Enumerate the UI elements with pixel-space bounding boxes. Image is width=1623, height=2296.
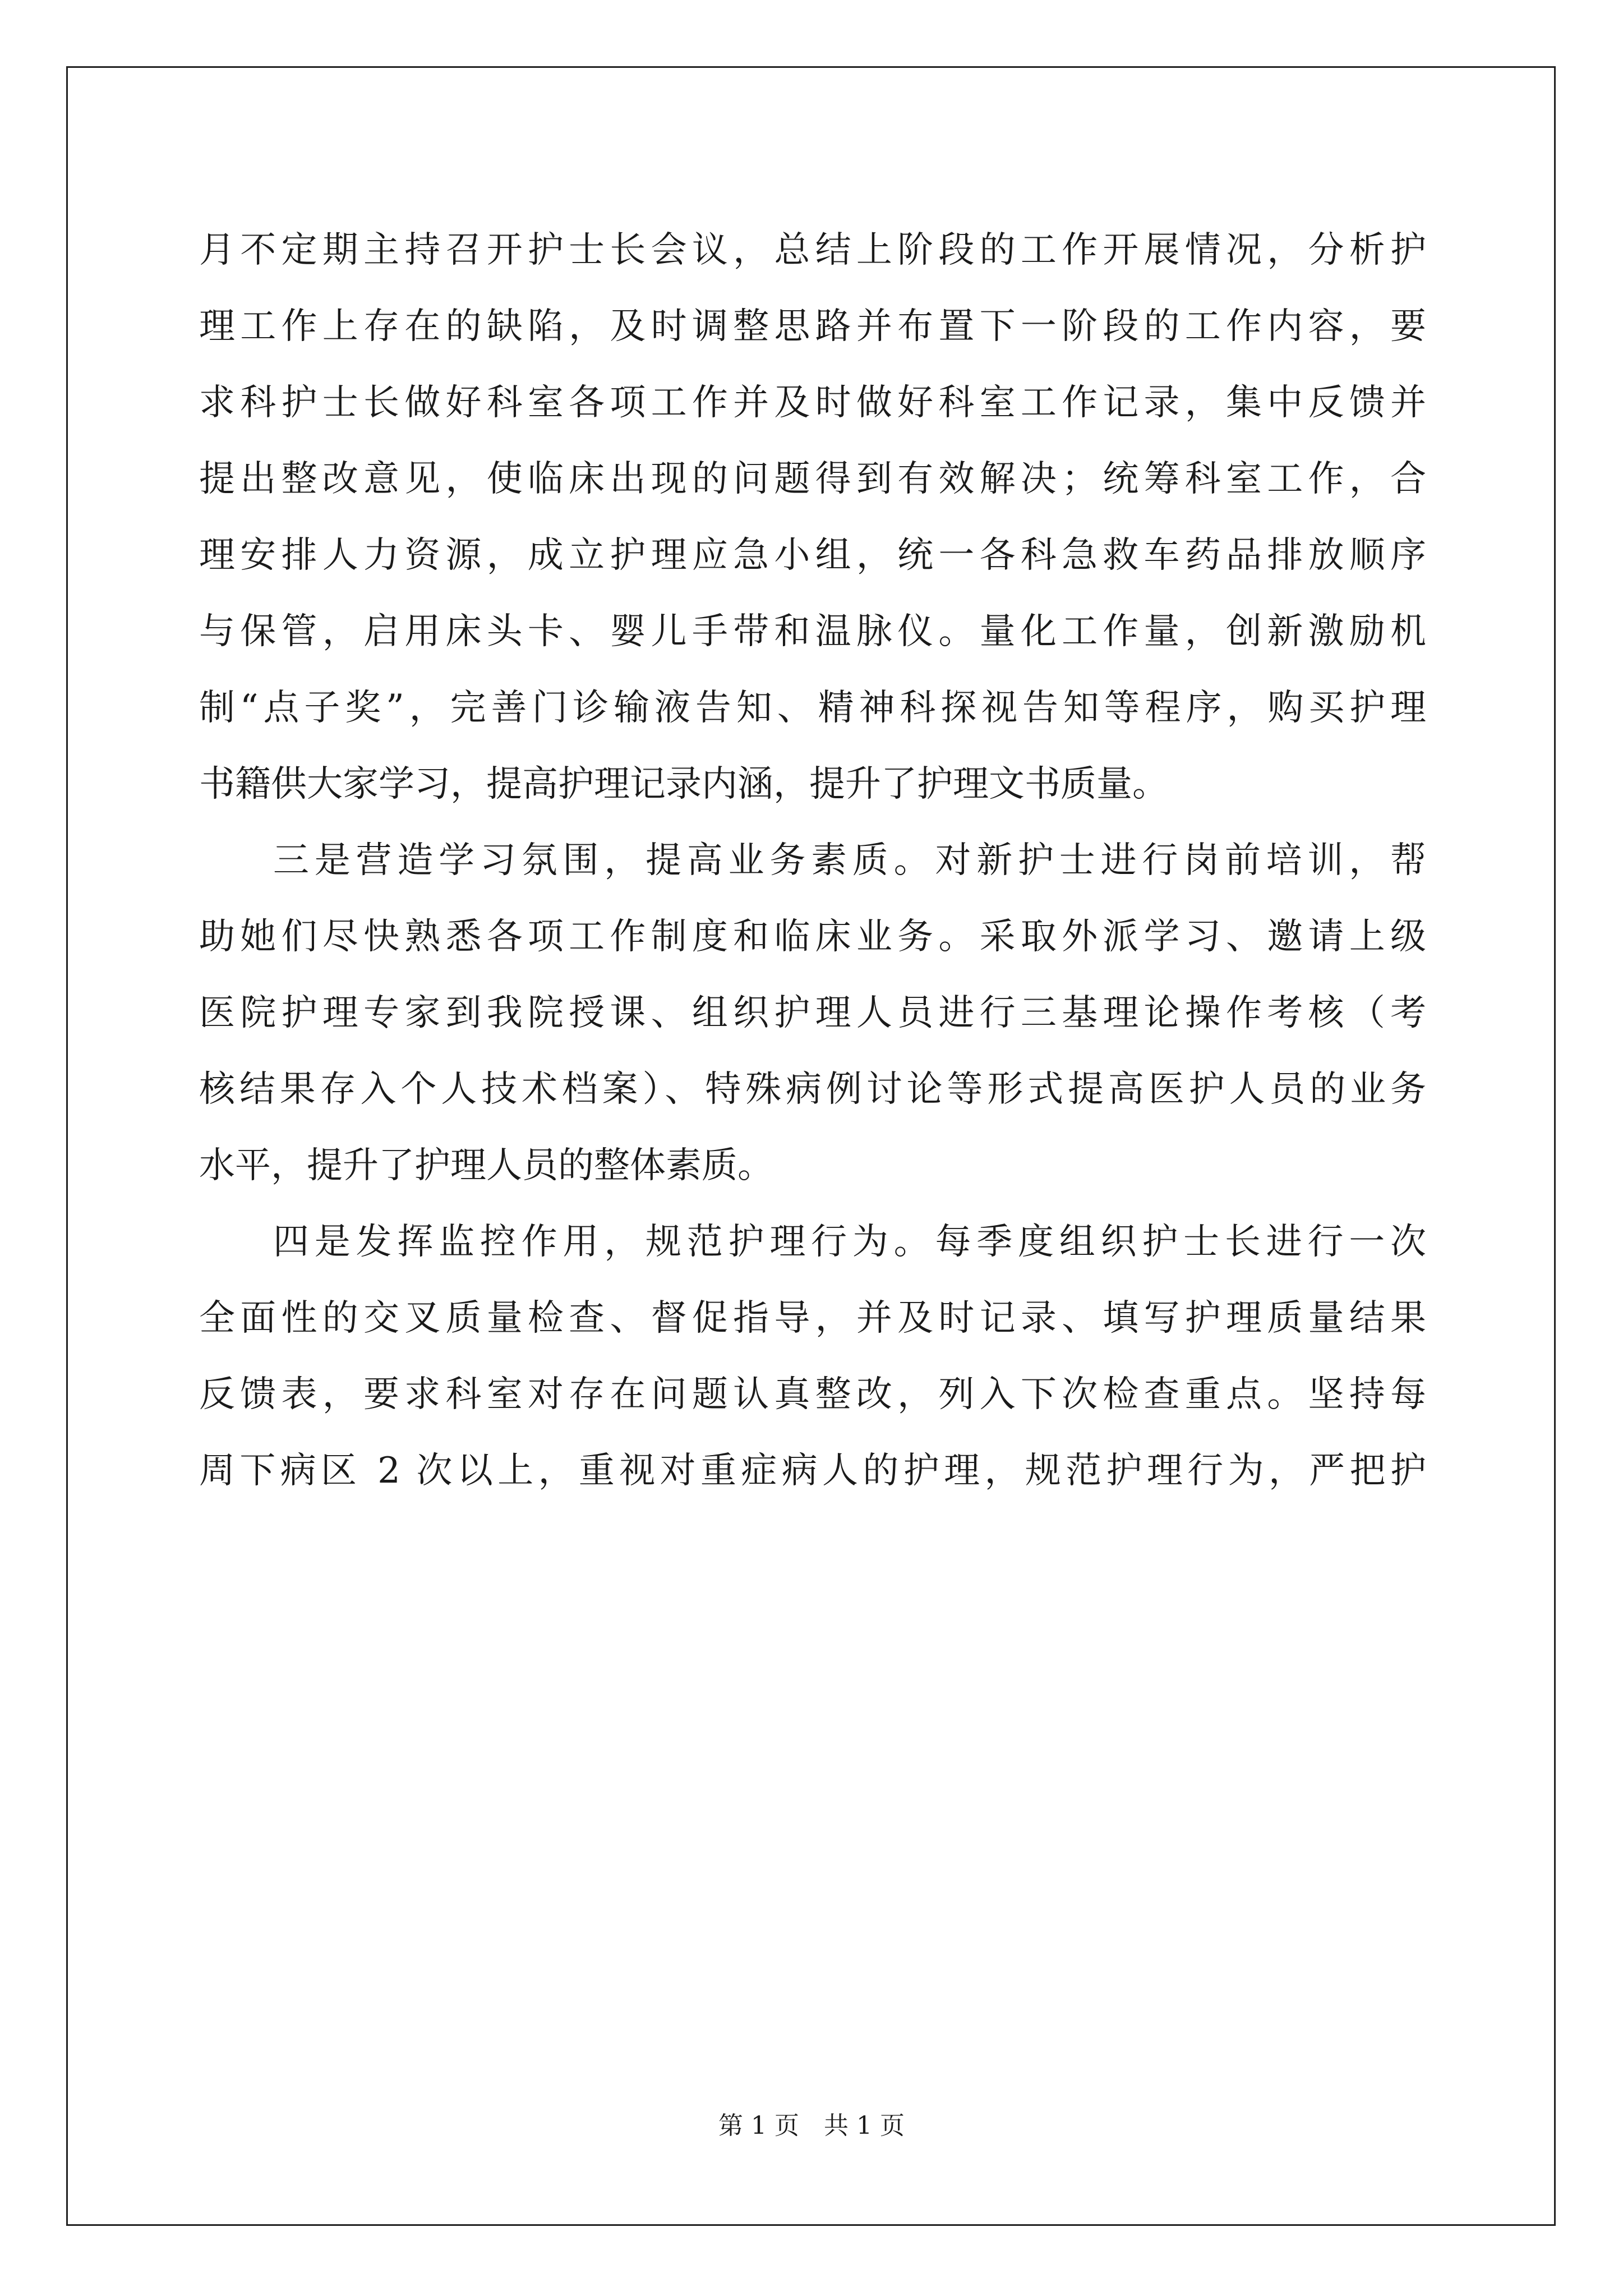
document-body [199,212,1426,1509]
paragraph-start-line: 四是发挥监控作用，规范护理行为。每季度组织护士长进行一次 [273,1221,1426,1263]
page-number-footer: 第 1 页 共 1 页 [718,2111,905,2140]
text-line: 理工作上存在的缺陷，及时调整思路并布置下一阶段的工作内容，要 [199,306,1426,347]
text-line: 反馈表，要求科室对存在问题认真整改，列入下次检查重点。坚持每 [199,1374,1426,1415]
text-line: 书籍供大家学习，提高护理记录内涵，提升了护理文书质量。 [199,763,1168,805]
text-line: 求科护士长做好科室各项工作并及时做好科室工作记录，集中反馈并 [199,382,1426,424]
text-line: 医院护理专家到我院授课、组织护理人员进行三基理论操作考核（考 [199,992,1426,1034]
text-line: 提出整改意见，使临床出现的问题得到有效解决；统筹科室工作，合 [199,458,1426,500]
paragraph-start-line: 三是营造学习氛围，提高业务素质。对新护士进行岗前培训，帮 [273,840,1426,881]
text-line: 理安排人力资源，成立护理应急小组，统一各科急救车药品排放顺序 [199,535,1426,576]
text-line: 核结果存入个人技术档案）、特殊病例讨论等形式提高医护人员的业务 [199,1069,1426,1110]
text-line: 水平，提升了护理人员的整体素质。 [199,1145,773,1186]
text-line: 制“点子奖”，完善门诊输液告知、精神科探视告知等程序，购买护理 [199,687,1426,729]
text-line: 周下病区 2 次以上，重视对重症病人的护理，规范护理行为，严把护 [199,1450,1426,1492]
text-line: 全面性的交叉质量检查、督促指导，并及时记录、填写护理质量结果 [199,1297,1426,1339]
text-line: 月不定期主持召开护士长会议，总结上阶段的工作开展情况，分析护 [199,229,1426,271]
text-line: 与保管，启用床头卡、婴儿手带和温脉仪。量化工作量，创新激励机 [199,611,1426,652]
text-line: 助她们尽快熟悉各项工作制度和临床业务。采取外派学习、邀请上级 [199,916,1426,958]
